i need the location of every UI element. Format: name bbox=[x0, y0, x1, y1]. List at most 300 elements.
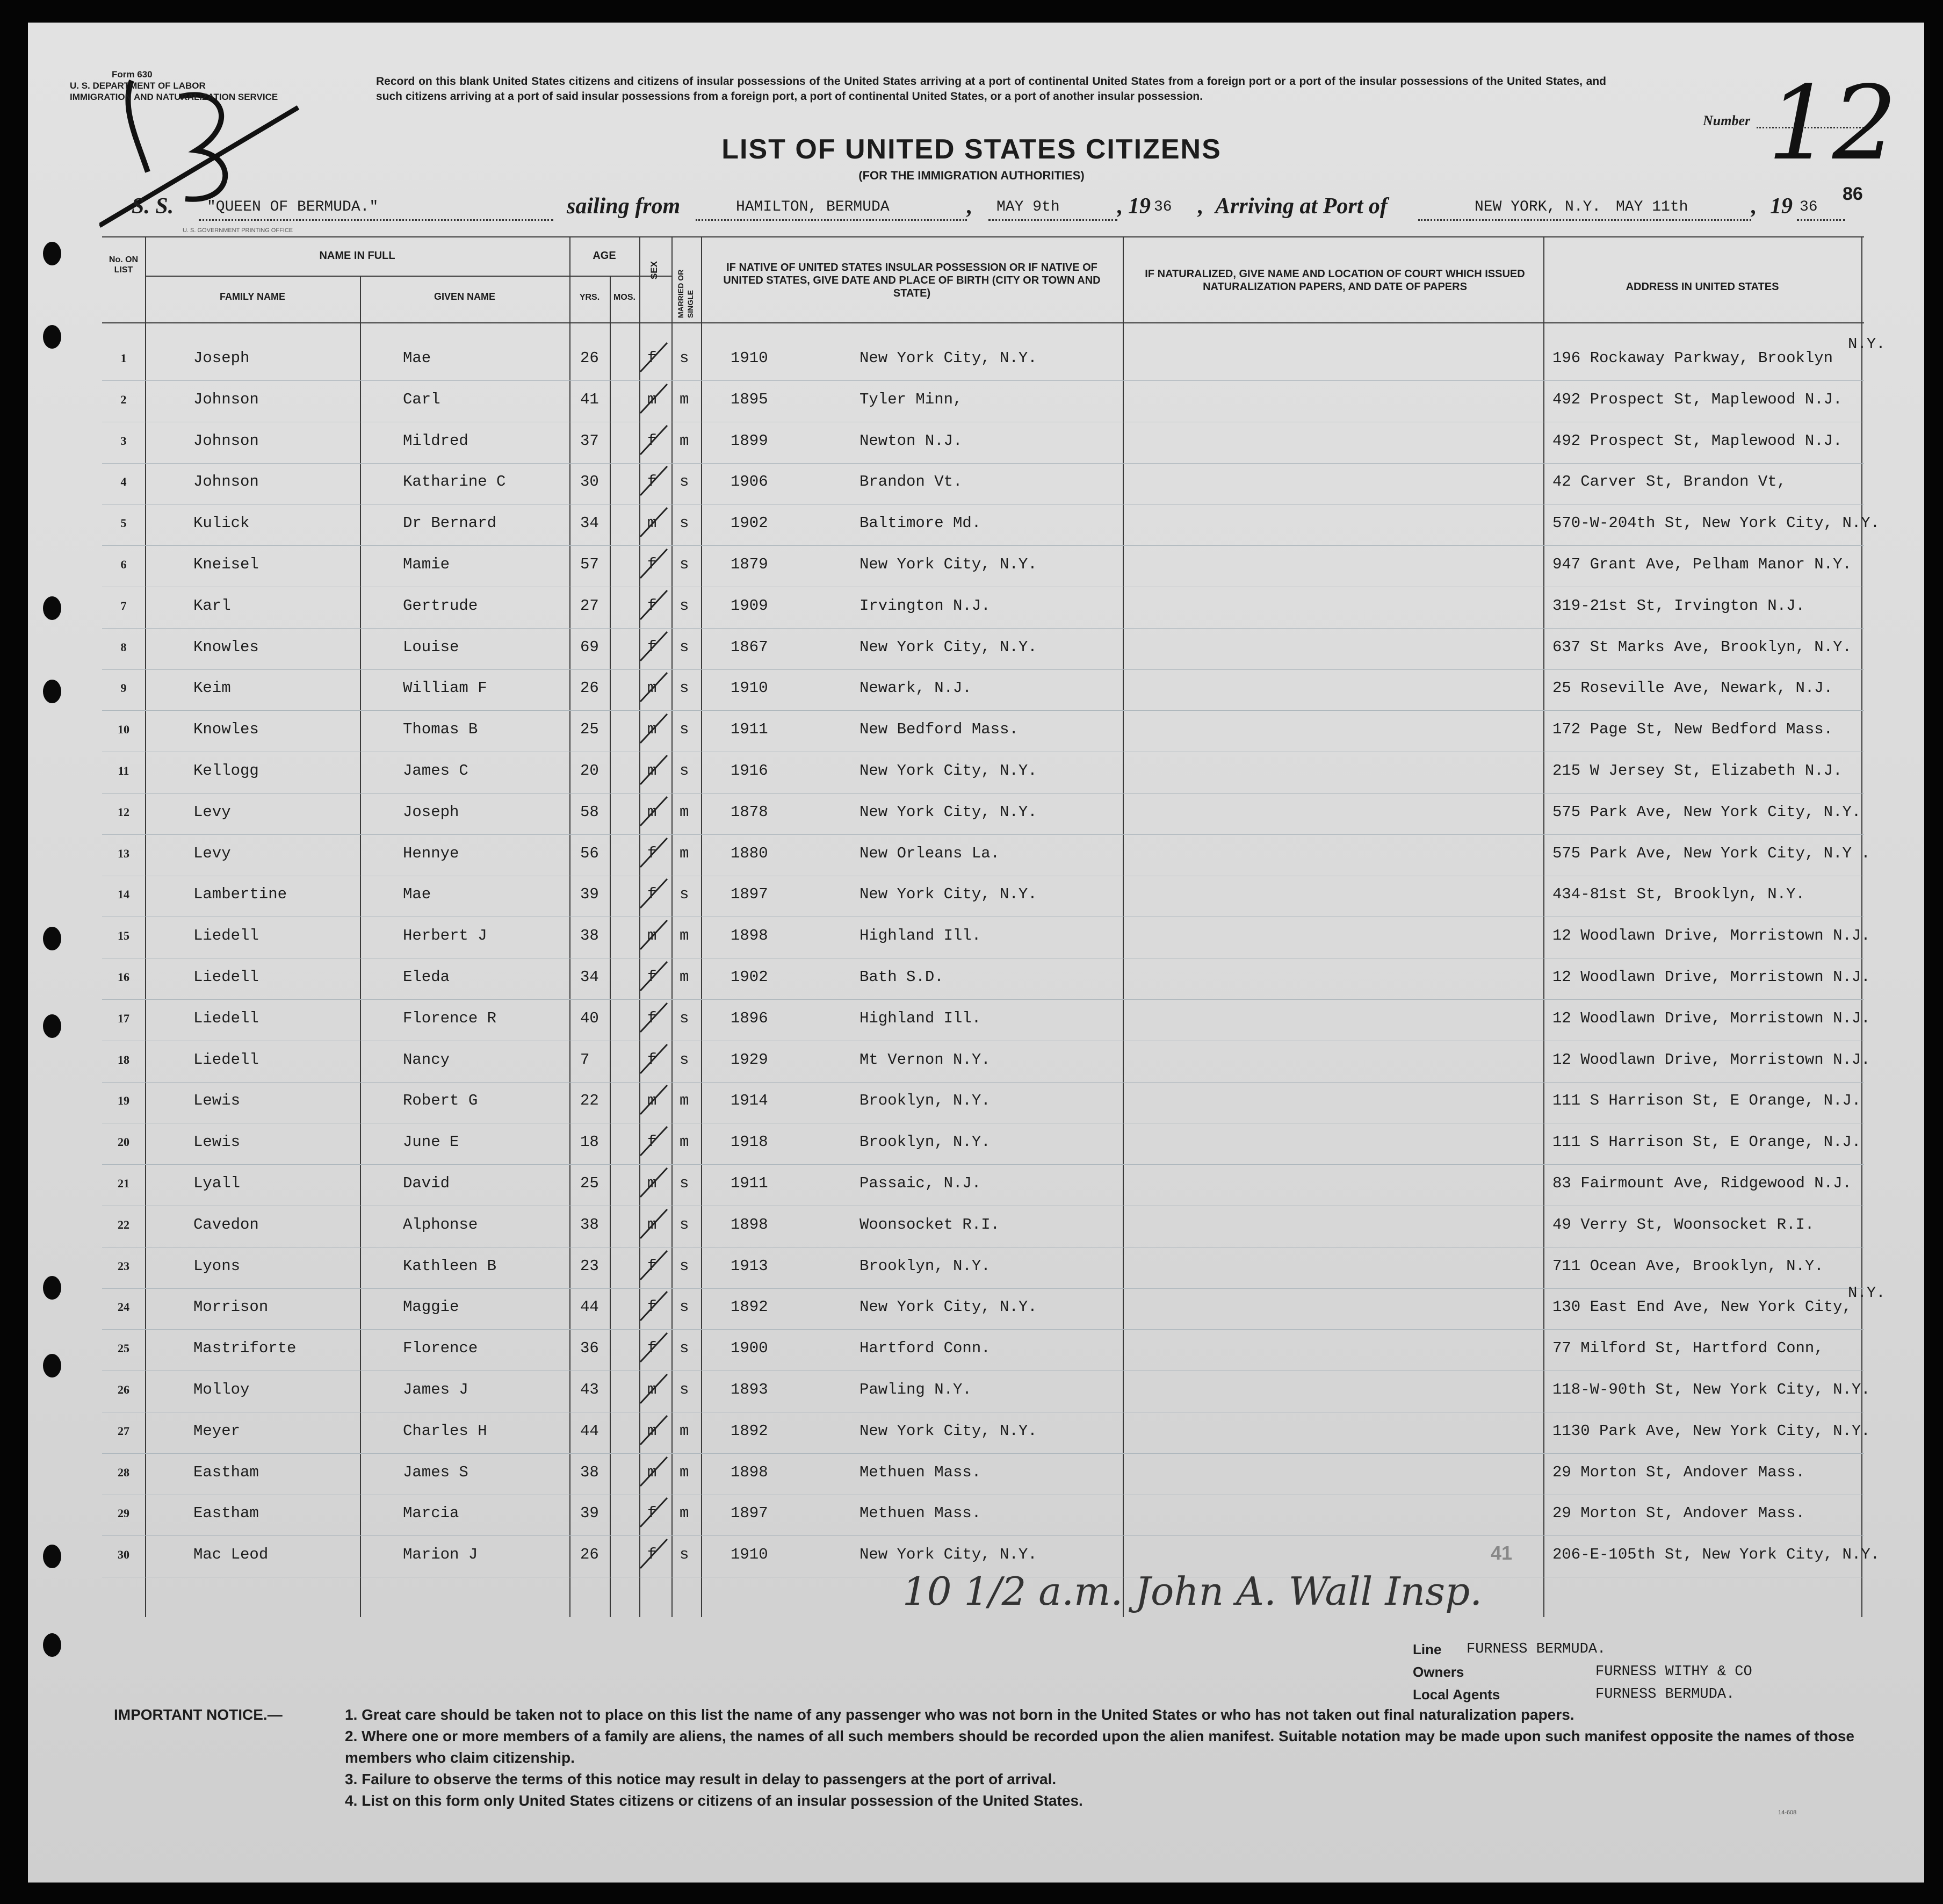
address: 29 Morton St, Andover Mass. bbox=[1552, 1504, 1805, 1523]
col-name-header: NAME IN FULL bbox=[319, 250, 395, 262]
given-name: James J bbox=[403, 1381, 468, 1398]
age-years: 38 bbox=[580, 1215, 599, 1234]
row-rule bbox=[102, 669, 1864, 670]
marital-status: s bbox=[680, 679, 689, 697]
row-number: 19 bbox=[118, 1094, 129, 1108]
age-years: 43 bbox=[580, 1381, 599, 1398]
birth-place: Tyler Minn, bbox=[859, 390, 963, 408]
birth-place: New York City, N.Y. bbox=[859, 638, 1037, 656]
address: 12 Woodlawn Drive, Morristown N.J. bbox=[1552, 968, 1870, 986]
given-name: Hennye bbox=[403, 844, 459, 862]
family-name: Knowles bbox=[193, 638, 259, 656]
age-years: 7 bbox=[580, 1050, 590, 1069]
address: 42 Carver St, Brandon Vt, bbox=[1552, 473, 1787, 491]
check-mark-icon bbox=[634, 338, 682, 376]
check-mark-icon bbox=[634, 628, 682, 665]
important-notice bbox=[114, 1704, 1854, 1812]
marital-status: m bbox=[680, 1504, 689, 1523]
birth-year: 1900 bbox=[731, 1339, 768, 1358]
sex: f bbox=[647, 1009, 657, 1027]
age-years: 58 bbox=[580, 803, 599, 821]
birth-place: Mt Vernon N.Y. bbox=[859, 1050, 991, 1069]
check-mark-icon bbox=[634, 1081, 682, 1119]
birth-year: 1898 bbox=[731, 1463, 768, 1481]
family-name: Morrison bbox=[193, 1298, 269, 1316]
address: 1130 Park Ave, New York City, N.Y. bbox=[1552, 1422, 1870, 1440]
sex: m bbox=[647, 1463, 657, 1481]
page-title: LIST OF UNITED STATES CITIZENS bbox=[721, 134, 1222, 165]
punch-hole bbox=[43, 1633, 61, 1657]
agents-label: Local Agents bbox=[1413, 1686, 1500, 1703]
sex: f bbox=[647, 1050, 657, 1069]
family-name: Keim bbox=[193, 679, 231, 697]
row-number: 10 bbox=[118, 723, 129, 737]
address: 947 Grant Ave, Pelham Manor N.Y. bbox=[1552, 556, 1852, 573]
check-mark-icon bbox=[634, 380, 682, 417]
birth-place: New Orleans La. bbox=[859, 844, 1000, 862]
col-family-header: FAMILY NAME bbox=[219, 291, 286, 302]
age-years: 56 bbox=[580, 844, 599, 862]
birth-place: New York City, N.Y. bbox=[859, 1546, 1037, 1564]
address: 711 Ocean Ave, Brooklyn, N.Y. bbox=[1552, 1257, 1824, 1275]
row-rule bbox=[102, 628, 1864, 629]
marital-status: m bbox=[680, 390, 689, 408]
birth-place: Brooklyn, N.Y. bbox=[859, 1092, 991, 1110]
birth-year: 1910 bbox=[731, 349, 768, 367]
row-number: 29 bbox=[118, 1506, 129, 1520]
marital-status: m bbox=[680, 844, 689, 862]
marital-status: m bbox=[680, 1463, 689, 1481]
given-name: Robert G bbox=[403, 1092, 478, 1110]
address: 12 Woodlawn Drive, Morristown N.J. bbox=[1552, 1050, 1870, 1069]
list-number: 12 bbox=[1767, 64, 1897, 183]
row-number: 26 bbox=[118, 1383, 129, 1396]
birth-place: Pawling N.Y. bbox=[859, 1381, 972, 1398]
address: 29 Morton St, Andover Mass. bbox=[1552, 1463, 1805, 1481]
row-rule bbox=[102, 834, 1864, 835]
punch-hole bbox=[43, 1354, 61, 1377]
sex: f bbox=[647, 885, 657, 904]
address: 12 Woodlawn Drive, Morristown N.J. bbox=[1552, 927, 1870, 945]
address: 215 W Jersey St, Elizabeth N.J. bbox=[1552, 762, 1843, 780]
family-name: Johnson bbox=[193, 431, 259, 450]
age-years: 69 bbox=[580, 638, 599, 656]
birth-year: 1892 bbox=[731, 1298, 768, 1316]
owners-label: Owners bbox=[1413, 1664, 1464, 1680]
birth-year: 1898 bbox=[731, 927, 768, 945]
birth-year: 1896 bbox=[731, 1009, 768, 1027]
given-name: Marcia bbox=[403, 1504, 459, 1523]
sex: m bbox=[647, 390, 657, 408]
line-label: Line bbox=[1413, 1641, 1442, 1657]
age-years: 25 bbox=[580, 1174, 599, 1192]
marital-status: m bbox=[680, 1422, 689, 1440]
birth-year: 1902 bbox=[731, 968, 768, 986]
marital-status: m bbox=[680, 431, 689, 450]
arrival-date: MAY 11th bbox=[1616, 199, 1688, 215]
family-name: Liedell bbox=[193, 1050, 259, 1069]
given-name: Eleda bbox=[403, 968, 450, 986]
sailing-label: sailing from bbox=[567, 194, 681, 219]
birth-place: Newton N.J. bbox=[859, 431, 963, 450]
row-number: 4 bbox=[120, 475, 127, 489]
birth-year: 1914 bbox=[731, 1092, 768, 1110]
row-rule bbox=[102, 1164, 1864, 1165]
check-mark-icon bbox=[634, 1287, 682, 1325]
birth-year: 1916 bbox=[731, 762, 768, 780]
row-number: 6 bbox=[120, 558, 127, 571]
given-name: Herbert J bbox=[403, 927, 487, 945]
sex: m bbox=[647, 1092, 657, 1110]
row-number: 1 bbox=[120, 351, 127, 365]
family-name: Eastham bbox=[193, 1463, 259, 1481]
row-rule bbox=[102, 1535, 1864, 1536]
address: 49 Verry St, Woonsocket R.I. bbox=[1552, 1215, 1815, 1234]
family-name: Liedell bbox=[193, 968, 259, 986]
birth-year: 1918 bbox=[731, 1133, 768, 1151]
birth-place: New Bedford Mass. bbox=[859, 720, 1019, 739]
family-name: Lambertine bbox=[193, 885, 287, 904]
family-name: Johnson bbox=[193, 473, 259, 491]
check-mark-icon bbox=[634, 751, 682, 789]
age-years: 44 bbox=[580, 1298, 599, 1316]
family-name: Lyons bbox=[193, 1257, 241, 1275]
sailing-date: MAY 9th bbox=[996, 199, 1060, 215]
family-name: Lewis bbox=[193, 1092, 241, 1110]
check-mark-icon bbox=[634, 999, 682, 1036]
sex: f bbox=[647, 968, 657, 986]
marital-status: m bbox=[680, 803, 689, 821]
family-name: Lyall bbox=[193, 1174, 241, 1192]
row-number: 27 bbox=[118, 1424, 129, 1438]
family-name: Joseph bbox=[193, 349, 250, 367]
age-years: 40 bbox=[580, 1009, 599, 1027]
address: 206-E-105th St, New York City, N.Y. bbox=[1552, 1546, 1880, 1564]
family-name: Lewis bbox=[193, 1133, 241, 1151]
check-mark-icon bbox=[634, 586, 682, 624]
birth-place: Highland Ill. bbox=[859, 927, 981, 945]
year-prefix: 19 bbox=[1128, 194, 1151, 219]
owners-value: FURNESS WITHY & CO bbox=[1595, 1664, 1752, 1680]
arrival-year-prefix: 19 bbox=[1770, 194, 1793, 219]
sex: f bbox=[647, 1546, 657, 1564]
row-number: 14 bbox=[118, 888, 129, 901]
punch-hole bbox=[43, 1276, 61, 1300]
birth-year: 1898 bbox=[731, 1215, 768, 1234]
row-number: 23 bbox=[118, 1259, 129, 1273]
given-name: Mae bbox=[403, 349, 431, 367]
birth-place: Irvington N.J. bbox=[859, 596, 991, 615]
family-name: Mastriforte bbox=[193, 1339, 297, 1358]
sex: m bbox=[647, 803, 657, 821]
passenger-table bbox=[102, 236, 1886, 1617]
sex: m bbox=[647, 1381, 657, 1398]
row-number: 20 bbox=[118, 1135, 129, 1149]
voyage-row: S. S. "QUEEN OF BERMUDA." sailing from HAMILTON, BERMUDA , MAY 9th , 19 36 , Arriving at Port of NEW YORK, N.Y. MAY 11th , 19 36 bbox=[0, 193, 1943, 226]
family-name: Levy bbox=[193, 803, 231, 821]
row-number: 11 bbox=[118, 764, 129, 777]
notice-item: 4. List on this form only United States citizens or citizens of an insular possession of the United States. bbox=[345, 1792, 1083, 1809]
given-name: Dr Bernard bbox=[403, 514, 497, 532]
form-number: Form 630 bbox=[112, 69, 153, 80]
check-mark-icon bbox=[634, 1246, 682, 1284]
marital-status: s bbox=[680, 638, 689, 656]
birth-place: Newark, N.J. bbox=[859, 679, 972, 697]
row-number: 24 bbox=[118, 1300, 129, 1314]
row-number: 28 bbox=[118, 1465, 129, 1479]
notice-item: 2. Where one or more members of a family are aliens, the names of all such members should be recorded upon the alien manifest. Suitable notation may be made upon such manifest opposite the names of those members who claim citizenship. bbox=[345, 1728, 1854, 1766]
given-name: Joseph bbox=[403, 803, 459, 821]
address: 111 S Harrison St, E Orange, N.J. bbox=[1552, 1133, 1861, 1151]
birth-place: New York City, N.Y. bbox=[859, 1422, 1037, 1440]
birth-year: 1906 bbox=[731, 473, 768, 491]
given-name: William F bbox=[403, 679, 487, 697]
family-name: Cavedon bbox=[193, 1215, 259, 1234]
age-years: 38 bbox=[580, 927, 599, 945]
punch-hole bbox=[43, 1014, 61, 1038]
age-years: 26 bbox=[580, 679, 599, 697]
birth-place: Highland Ill. bbox=[859, 1009, 981, 1027]
punch-hole bbox=[43, 325, 61, 349]
row-rule bbox=[102, 1288, 1864, 1289]
check-mark-icon bbox=[634, 1329, 682, 1366]
given-name: Mae bbox=[403, 885, 431, 904]
punch-hole bbox=[43, 596, 61, 620]
birth-year: 1899 bbox=[731, 431, 768, 450]
birth-year: 1909 bbox=[731, 596, 768, 615]
ss-label: S. S. bbox=[132, 194, 174, 219]
row-rule bbox=[102, 710, 1864, 711]
marital-status: s bbox=[680, 596, 689, 615]
birth-year: 1911 bbox=[731, 1174, 768, 1192]
birth-place: Methuen Mass. bbox=[859, 1504, 981, 1523]
check-mark-icon bbox=[634, 916, 682, 954]
row-number: 3 bbox=[120, 434, 127, 448]
given-name: Katharine C bbox=[403, 473, 506, 491]
row-number: 25 bbox=[118, 1342, 129, 1355]
birth-year: 1879 bbox=[731, 556, 768, 573]
given-name: Kathleen B bbox=[403, 1257, 497, 1275]
address: 492 Prospect St, Maplewood N.J. bbox=[1552, 431, 1843, 450]
check-mark-icon bbox=[634, 503, 682, 541]
row-number: 21 bbox=[118, 1177, 129, 1190]
sex: f bbox=[647, 1339, 657, 1358]
address: 637 St Marks Ave, Brooklyn, N.Y. bbox=[1552, 638, 1852, 656]
arrival-port: NEW YORK, N.Y. bbox=[1475, 199, 1601, 215]
col-no-header: No. ON LIST bbox=[109, 255, 139, 275]
punch-hole bbox=[43, 242, 61, 265]
birth-year: 1897 bbox=[731, 1504, 768, 1523]
check-mark-icon bbox=[634, 792, 682, 830]
row-rule bbox=[102, 999, 1864, 1000]
birth-year: 1910 bbox=[731, 679, 768, 697]
address: 172 Page St, New Bedford Mass. bbox=[1552, 720, 1833, 739]
marital-status: s bbox=[680, 762, 689, 780]
family-name: Kneisel bbox=[193, 556, 259, 573]
sex: m bbox=[647, 514, 657, 532]
marital-status: s bbox=[680, 514, 689, 532]
col-yrs-header: YRS. bbox=[579, 293, 600, 302]
family-name: Liedell bbox=[193, 1009, 259, 1027]
birth-place: Passaic, N.J. bbox=[859, 1174, 981, 1192]
marital-status: s bbox=[680, 1381, 689, 1398]
department-name: U. S. DEPARTMENT OF LABOR bbox=[70, 81, 206, 91]
row-number: 30 bbox=[118, 1548, 129, 1562]
row-number: 16 bbox=[118, 970, 129, 984]
age-years: 25 bbox=[580, 720, 599, 739]
sex: f bbox=[647, 1133, 657, 1151]
given-name: Thomas B bbox=[403, 720, 478, 739]
birth-year: 1867 bbox=[731, 638, 768, 656]
birth-place: Brooklyn, N.Y. bbox=[859, 1133, 991, 1151]
address-continuation: N.Y. bbox=[1848, 335, 1886, 353]
birth-year: 1895 bbox=[731, 390, 768, 408]
col-mos-header: MOS. bbox=[613, 293, 635, 302]
sex: m bbox=[647, 720, 657, 739]
family-name: Johnson bbox=[193, 390, 259, 408]
check-mark-icon bbox=[634, 1205, 682, 1243]
sex: f bbox=[647, 844, 657, 862]
address: 575 Park Ave, New York City, N.Y . bbox=[1552, 844, 1870, 862]
birth-year: 1929 bbox=[731, 1050, 768, 1069]
sex: f bbox=[647, 556, 657, 573]
age-years: 27 bbox=[580, 596, 599, 615]
notice-item: 3. Failure to observe the terms of this notice may result in delay to passengers at the port of arrival. bbox=[345, 1771, 1057, 1787]
address: 196 Rockaway Parkway, Brooklyn bbox=[1552, 349, 1833, 367]
punch-hole bbox=[43, 1545, 61, 1568]
ship-name: "QUEEN OF BERMUDA." bbox=[207, 199, 379, 215]
marital-status: s bbox=[680, 1009, 689, 1027]
given-name: Florence bbox=[403, 1339, 478, 1358]
address: 434-81st St, Brooklyn, N.Y. bbox=[1552, 885, 1805, 904]
marital-status: s bbox=[680, 1174, 689, 1192]
birth-year: 1913 bbox=[731, 1257, 768, 1275]
check-mark-icon bbox=[634, 1040, 682, 1078]
check-mark-icon bbox=[634, 1370, 682, 1408]
check-mark-icon bbox=[634, 710, 682, 747]
given-name: Marion J bbox=[403, 1546, 478, 1564]
row-number: 18 bbox=[118, 1052, 129, 1066]
birth-year: 1911 bbox=[731, 720, 768, 739]
age-years: 18 bbox=[580, 1133, 599, 1151]
birth-place: Brooklyn, N.Y. bbox=[859, 1257, 991, 1275]
sex: f bbox=[647, 1257, 657, 1275]
check-mark-icon bbox=[634, 957, 682, 995]
address: 83 Fairmount Ave, Ridgewood N.J. bbox=[1552, 1174, 1852, 1192]
check-mark-icon bbox=[634, 462, 682, 500]
check-mark-icon bbox=[634, 1411, 682, 1449]
age-years: 26 bbox=[580, 349, 599, 367]
birth-year: 1880 bbox=[731, 844, 768, 862]
given-name: Mildred bbox=[403, 431, 468, 450]
age-years: 38 bbox=[580, 1463, 599, 1481]
age-years: 26 bbox=[580, 1546, 599, 1564]
given-name: Louise bbox=[403, 638, 459, 656]
pencil-count: 41 bbox=[1491, 1542, 1513, 1564]
page-subtitle: (FOR THE IMMIGRATION AUTHORITIES) bbox=[858, 169, 1085, 182]
service-name: IMMIGRATION AND NATURALIZATION SERVICE bbox=[70, 92, 278, 102]
family-name: Meyer bbox=[193, 1422, 241, 1440]
row-number: 5 bbox=[120, 516, 127, 530]
check-mark-icon bbox=[634, 875, 682, 912]
age-years: 36 bbox=[580, 1339, 599, 1358]
row-number: 9 bbox=[120, 681, 127, 695]
birth-place: Brandon Vt. bbox=[859, 473, 963, 491]
marital-status: s bbox=[680, 349, 689, 367]
check-mark-icon bbox=[634, 421, 682, 459]
age-years: 20 bbox=[580, 762, 599, 780]
age-years: 39 bbox=[580, 1504, 599, 1523]
row-number: 7 bbox=[120, 598, 127, 612]
agents-value: FURNESS BERMUDA. bbox=[1595, 1686, 1735, 1703]
sex: m bbox=[647, 1174, 657, 1192]
birth-year: 1892 bbox=[731, 1422, 768, 1440]
printer-imprint: U. S. GOVERNMENT PRINTING OFFICE bbox=[183, 227, 293, 234]
check-mark-icon bbox=[634, 1164, 682, 1201]
address: 111 S Harrison St, E Orange, N.J. bbox=[1552, 1092, 1861, 1110]
family-name: Kulick bbox=[193, 514, 250, 532]
birth-year: 1878 bbox=[731, 803, 768, 821]
sex: m bbox=[647, 1215, 657, 1234]
marital-status: s bbox=[680, 720, 689, 739]
row-number: 13 bbox=[118, 846, 129, 860]
row-rule bbox=[102, 380, 1864, 381]
row-number: 15 bbox=[118, 929, 129, 943]
address: 77 Milford St, Hartford Conn, bbox=[1552, 1339, 1824, 1358]
marital-status: s bbox=[680, 1050, 689, 1069]
given-name: Gertrude bbox=[403, 596, 478, 615]
age-years: 41 bbox=[580, 390, 599, 408]
marital-status: s bbox=[680, 556, 689, 573]
family-name: Eastham bbox=[193, 1504, 259, 1523]
col-naturalized-header: IF NATURALIZED, GIVE NAME AND LOCATION OF COURT WHICH ISSUED NATURALIZATION PAPERS, AND DATE OF PAPERS bbox=[1145, 268, 1525, 293]
punch-hole bbox=[43, 680, 61, 703]
marital-status: s bbox=[680, 1257, 689, 1275]
birth-place: Bath S.D. bbox=[859, 968, 944, 986]
age-years: 37 bbox=[580, 431, 599, 450]
address: 319-21st St, Irvington N.J. bbox=[1552, 596, 1805, 615]
col-native-header: IF NATIVE OF UNITED STATES INSULAR POSSESSION OR IF NATIVE OF UNITED STATES, GIVE DATE AND PLACE OF BIRTH (CITY OR TOWN AND STATE) bbox=[723, 262, 1101, 299]
family-name: Levy bbox=[193, 844, 231, 862]
birth-place: Baltimore Md. bbox=[859, 514, 981, 532]
sex: f bbox=[647, 638, 657, 656]
sex: f bbox=[647, 1298, 657, 1316]
address: 25 Roseville Ave, Newark, N.J. bbox=[1552, 679, 1833, 697]
age-years: 22 bbox=[580, 1092, 599, 1110]
age-years: 57 bbox=[580, 556, 599, 573]
marital-status: m bbox=[680, 927, 689, 945]
address: 130 East End Ave, New York City, bbox=[1552, 1298, 1852, 1316]
header-instruction: Record on this blank United States citizens and citizens of insular possessions of the United States arriving at a port of continental United States from a foreign port or a port of the insular possessions of the United States, and such citizens arriving at a port of said insular possessions from a foreign port, a port of continental United States, or a port of another insular possession. bbox=[376, 75, 1606, 103]
row-rule bbox=[102, 1453, 1864, 1454]
check-mark-icon bbox=[634, 1122, 682, 1160]
marital-status: s bbox=[680, 885, 689, 904]
row-number: 22 bbox=[118, 1217, 129, 1231]
family-name: Molloy bbox=[193, 1381, 250, 1398]
given-name: Mamie bbox=[403, 556, 450, 573]
birth-place: Woonsocket R.I. bbox=[859, 1215, 1000, 1234]
marital-status: m bbox=[680, 968, 689, 986]
inspector-signature: 10 1/2 a.m. John A. Wall Insp. bbox=[902, 1569, 1483, 1614]
birth-place: New York City, N.Y. bbox=[859, 762, 1037, 780]
birth-place: New York City, N.Y. bbox=[859, 803, 1037, 821]
notice-lead: IMPORTANT NOTICE.— bbox=[114, 1706, 283, 1723]
given-name: James C bbox=[403, 762, 468, 780]
row-rule bbox=[102, 793, 1864, 794]
page-number: 86 bbox=[1843, 184, 1863, 204]
family-name: Karl bbox=[193, 596, 231, 615]
age-years: 39 bbox=[580, 885, 599, 904]
